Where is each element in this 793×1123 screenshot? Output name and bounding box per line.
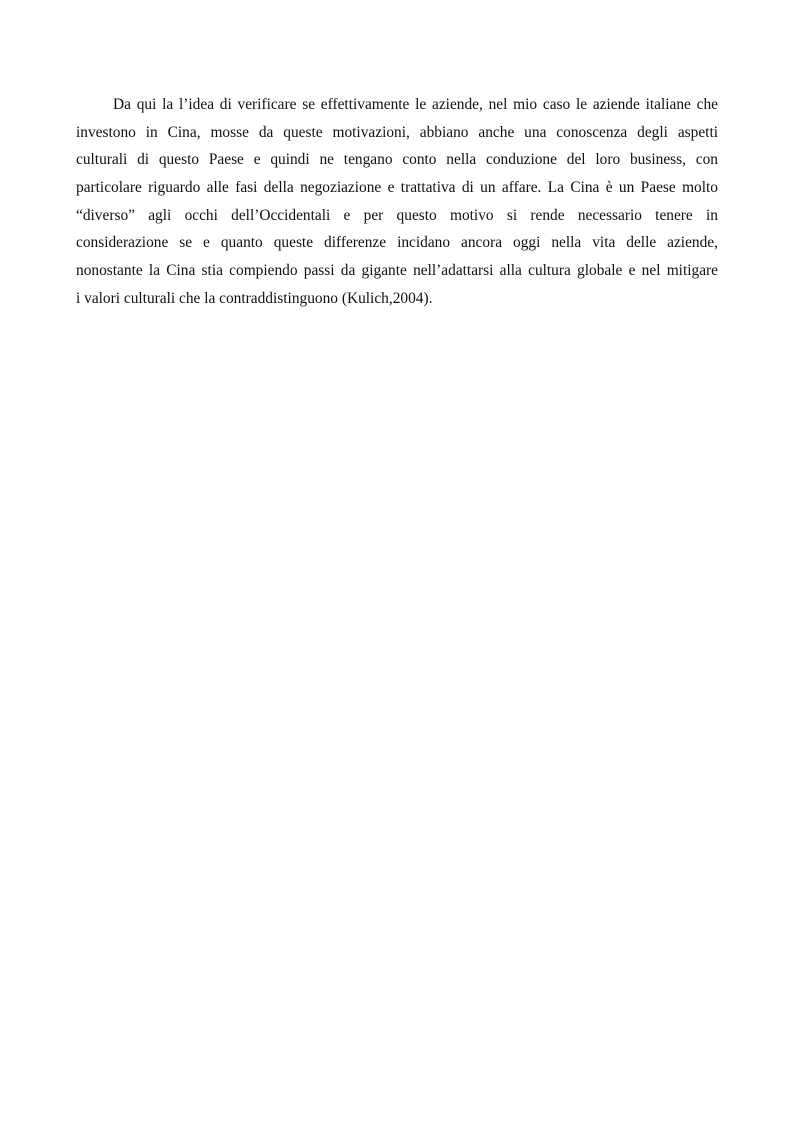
paragraph-line: nonostante la Cina stia compiendo passi da gigante nell’adattarsi alla cultura globale e nel mitigare — [76, 262, 718, 280]
paragraph-line: “diverso” agli occhi dell’Occidentali e per questo motivo si rende necessario tenere in — [76, 206, 718, 224]
paragraph-line: i valori culturali che la contraddistinguono (Kulich,2004). — [76, 289, 433, 307]
paragraph-line: considerazione se e quanto queste differenze incidano ancora oggi nella vita delle aziende, — [76, 234, 718, 252]
paragraph-line: particolare riguardo alle fasi della negoziazione e trattativa di un affare. La Cina è un Paese molto — [76, 179, 718, 197]
paragraph-line: Da qui la l’idea di verificare se effettivamente le aziende, nel mio caso le aziende italiane che — [113, 96, 718, 113]
body-paragraph — [76, 91, 718, 313]
paragraph-line: investono in Cina, mosse da queste motivazioni, abbiano anche una conoscenza degli aspetti — [76, 123, 718, 141]
paragraph-line: culturali di questo Paese e quindi ne tengano conto nella conduzione del loro business, con — [76, 151, 718, 169]
